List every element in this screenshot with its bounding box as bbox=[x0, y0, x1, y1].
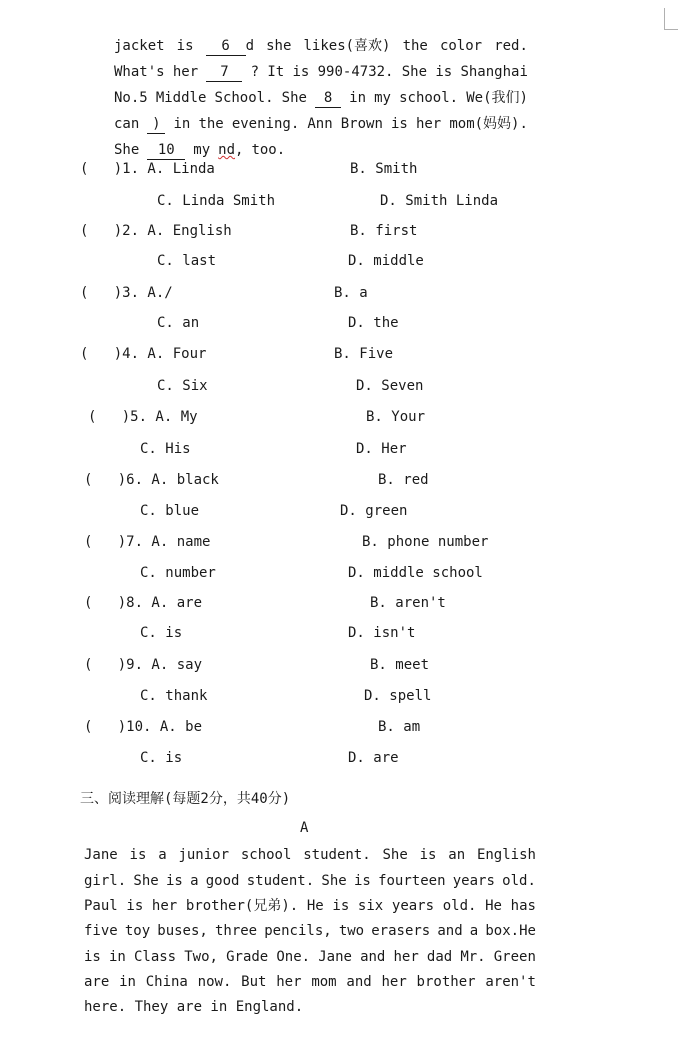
passage-word: red. bbox=[494, 38, 528, 54]
option-b: B. first bbox=[350, 223, 418, 239]
passage-word: fourteen bbox=[378, 873, 446, 889]
answer-blank: 7 bbox=[206, 62, 242, 82]
answer-blank: ) bbox=[147, 114, 165, 134]
passage-word: are bbox=[84, 974, 110, 990]
passage-word: is bbox=[353, 873, 371, 889]
passage-word: is bbox=[435, 64, 453, 80]
option-b: B. phone number bbox=[362, 534, 489, 550]
passage-word: student. bbox=[303, 847, 371, 863]
passage-word: box.He bbox=[485, 923, 536, 939]
passage-word: in bbox=[349, 90, 367, 106]
passage-word: Mr. bbox=[460, 949, 486, 965]
option-d: D. isn't bbox=[348, 625, 416, 641]
passage-word: China bbox=[145, 974, 188, 990]
passage-word: her bbox=[172, 64, 199, 80]
passage-word: three bbox=[214, 923, 258, 939]
passage-line bbox=[114, 36, 528, 56]
passage-word: School. bbox=[214, 90, 274, 106]
passage-word: has bbox=[510, 898, 536, 914]
passage-word: No.5 bbox=[114, 90, 148, 106]
passage-word: Green bbox=[493, 949, 536, 965]
passage-line bbox=[114, 62, 528, 82]
question-stem: ( )4. A. Four bbox=[80, 346, 207, 362]
passage-word: a bbox=[190, 873, 199, 889]
passage-word: and bbox=[437, 923, 463, 939]
passage-word: her bbox=[415, 116, 442, 132]
passage-word: He bbox=[306, 898, 324, 914]
passage-word: in bbox=[173, 116, 191, 132]
passage-word: He bbox=[485, 898, 502, 914]
option-d: D. Seven bbox=[356, 378, 424, 394]
passage-word: the bbox=[402, 38, 428, 54]
option-c: C. Linda Smith bbox=[157, 193, 276, 209]
passage-word: Paul bbox=[84, 898, 118, 914]
passage-line bbox=[84, 845, 536, 865]
option-d: D. Smith Linda bbox=[380, 193, 499, 209]
passage-line bbox=[84, 896, 536, 916]
passage-word: and bbox=[346, 974, 372, 990]
passage-word: six bbox=[357, 898, 384, 914]
passage-word: the bbox=[198, 116, 224, 132]
passage-word: and bbox=[360, 949, 386, 965]
passage-word: old. bbox=[442, 898, 477, 914]
passage-word: She bbox=[281, 90, 307, 106]
question-stem: ( )3. A./ bbox=[80, 285, 173, 301]
passage-word: mom bbox=[311, 974, 337, 990]
answer-blank: 10 bbox=[147, 142, 185, 158]
passage-word: is bbox=[391, 116, 408, 132]
option-c: C. His bbox=[140, 441, 191, 457]
option-d: D. spell bbox=[364, 688, 432, 704]
passage-word: mom(妈妈). bbox=[449, 116, 528, 132]
passage-word: my bbox=[374, 90, 391, 106]
passage-line bbox=[114, 88, 528, 108]
option-d: D. the bbox=[348, 315, 399, 331]
passage-word: student. bbox=[246, 873, 315, 889]
passage-word: It bbox=[267, 64, 285, 80]
passage-word: is bbox=[84, 949, 101, 965]
passage-word: Jane bbox=[318, 949, 352, 965]
option-d: D. are bbox=[348, 750, 399, 766]
passage-word: brother(兄弟). bbox=[185, 898, 299, 914]
option-b: B. Smith bbox=[350, 161, 418, 177]
passage-word: erasers bbox=[371, 923, 431, 939]
passage-word: likes(喜欢) bbox=[303, 38, 391, 54]
passage-word: ? bbox=[250, 64, 260, 80]
option-d: D. green bbox=[340, 503, 408, 519]
passage-word: is bbox=[332, 898, 350, 914]
passage-line: here. They are in England. bbox=[84, 999, 304, 1015]
passage-word: 990-4732. bbox=[317, 64, 394, 80]
passage-word: school. bbox=[399, 90, 459, 106]
passage-line bbox=[84, 972, 536, 992]
passage-word: Ann bbox=[307, 116, 333, 132]
passage-word: a bbox=[469, 923, 479, 939]
passage-line bbox=[84, 871, 536, 891]
passage-word: jacket bbox=[114, 38, 165, 54]
spell-flagged-word: nd, bbox=[218, 142, 244, 158]
passage-line bbox=[114, 140, 285, 160]
passage-word: Grade bbox=[226, 949, 269, 965]
option-b: B. Your bbox=[366, 409, 426, 425]
option-c: C. is bbox=[140, 750, 183, 766]
passage-word: junior bbox=[178, 847, 230, 863]
passage-label: A bbox=[300, 820, 309, 836]
passage-word: color bbox=[439, 38, 483, 54]
passage-word: But bbox=[241, 974, 267, 990]
passage-word: a bbox=[158, 847, 167, 863]
passage-word: She bbox=[401, 64, 428, 80]
passage-word: toy bbox=[124, 923, 151, 939]
option-d: D. middle bbox=[348, 253, 424, 269]
question-stem: ( )1. A. Linda bbox=[80, 161, 215, 177]
passage-word: girl. bbox=[84, 873, 127, 889]
section-heading: 三、阅读理解(每题2分，共40分) bbox=[80, 791, 291, 807]
passage-word: She bbox=[114, 142, 140, 158]
passage-word: two bbox=[338, 923, 365, 939]
passage-word: pencils, bbox=[264, 923, 332, 939]
passage-word: old. bbox=[502, 873, 536, 889]
option-c: C. last bbox=[157, 253, 217, 269]
passage-word: Shanghai bbox=[460, 64, 528, 80]
passage-word: is bbox=[419, 847, 437, 863]
question-stem: ( )10. A. be bbox=[84, 719, 203, 735]
option-b: B. Five bbox=[334, 346, 394, 362]
passage-word: One. bbox=[276, 949, 311, 965]
page-corner-mark bbox=[664, 8, 665, 30]
passage-word: good bbox=[205, 873, 240, 889]
passage-word: aren't bbox=[485, 974, 536, 990]
passage-word: She bbox=[133, 873, 159, 889]
passage-line bbox=[114, 114, 528, 134]
passage-word: an bbox=[448, 847, 466, 863]
passage-line bbox=[84, 921, 536, 941]
option-c: C. an bbox=[157, 315, 200, 331]
option-b: B. aren't bbox=[370, 595, 446, 611]
passage-word: is bbox=[292, 64, 310, 80]
option-b: B. am bbox=[378, 719, 421, 735]
option-c: C. thank bbox=[140, 688, 208, 704]
passage-word: school bbox=[240, 847, 292, 863]
passage-word: is bbox=[176, 38, 194, 54]
passage-word: is bbox=[126, 898, 144, 914]
passage-word: English bbox=[476, 847, 536, 863]
passage-word: evening. bbox=[231, 116, 300, 132]
passage-word: my bbox=[193, 142, 211, 158]
passage-word: brother bbox=[416, 974, 476, 990]
passage-word: is bbox=[165, 873, 183, 889]
passage-word: Brown bbox=[340, 116, 383, 132]
passage-word: her bbox=[393, 949, 419, 965]
page-corner-mark bbox=[664, 29, 678, 30]
question-stem: ( )5. A. My bbox=[88, 409, 198, 425]
passage-word: five bbox=[84, 923, 118, 939]
option-c: C. blue bbox=[140, 503, 200, 519]
answer-blank: 6 d bbox=[206, 36, 254, 56]
passage-word: Class bbox=[133, 949, 177, 965]
passage-word: What's bbox=[114, 64, 165, 80]
option-d: D. middle school bbox=[348, 565, 483, 581]
question-stem: ( )9. A. say bbox=[84, 657, 203, 673]
passage-word: too. bbox=[251, 142, 286, 158]
option-b: B. red bbox=[378, 472, 429, 488]
passage-word: She bbox=[382, 847, 408, 863]
option-c: C. number bbox=[140, 565, 216, 581]
passage-word: in bbox=[119, 974, 136, 990]
passage-word: Jane bbox=[84, 847, 118, 863]
answer-blank: 8 bbox=[315, 88, 341, 108]
passage-word: can bbox=[114, 116, 140, 132]
passage-word: she bbox=[266, 38, 292, 54]
passage-word: in bbox=[108, 949, 126, 965]
passage-word: dad bbox=[426, 949, 453, 965]
option-c: C. Six bbox=[157, 378, 208, 394]
passage-word: her bbox=[276, 974, 302, 990]
passage-word: We(我们) bbox=[466, 90, 528, 106]
passage-word: years bbox=[391, 898, 435, 914]
option-b: B. meet bbox=[370, 657, 430, 673]
question-stem: ( )8. A. are bbox=[84, 595, 203, 611]
question-stem: ( )7. A. name bbox=[84, 534, 211, 550]
passage-word: years bbox=[452, 873, 495, 889]
passage-word: buses, bbox=[157, 923, 208, 939]
option-c: C. is bbox=[140, 625, 183, 641]
option-d: D. Her bbox=[356, 441, 407, 457]
passage-word: her bbox=[151, 898, 178, 914]
passage-word: Two, bbox=[184, 949, 218, 965]
option-b: B. a bbox=[334, 285, 368, 301]
passage-word: now. bbox=[197, 974, 232, 990]
question-stem: ( )6. A. black bbox=[84, 472, 219, 488]
passage-word: her bbox=[381, 974, 407, 990]
passage-word: She bbox=[321, 873, 347, 889]
passage-word: Middle bbox=[155, 90, 207, 106]
passage-line bbox=[84, 947, 536, 967]
passage-word: is bbox=[129, 847, 147, 863]
question-stem: ( )2. A. English bbox=[80, 223, 232, 239]
